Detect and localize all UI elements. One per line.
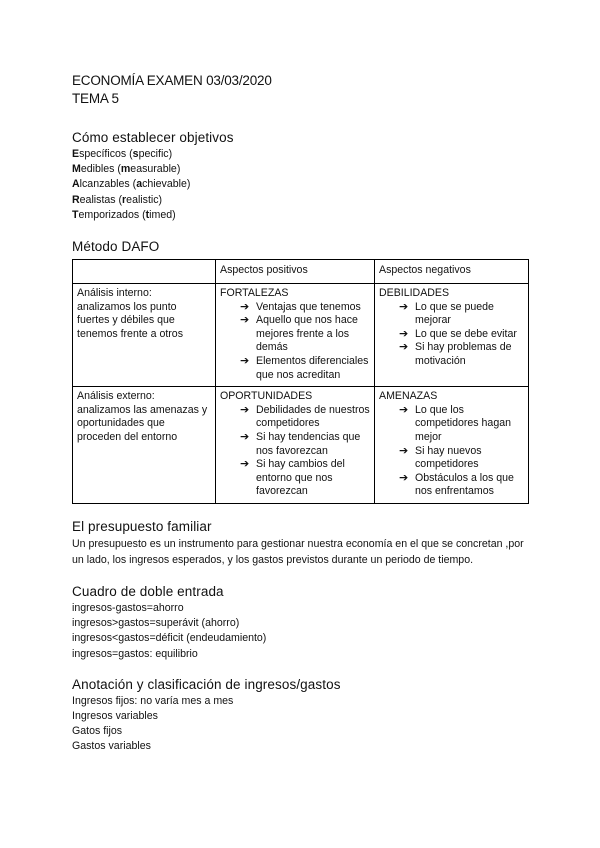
list-item: ➔ Elementos diferenciales que nos acreditan bbox=[240, 354, 369, 381]
row-label-text: analizamos los punto fuertes y débiles que tenemos frente a otros bbox=[77, 300, 183, 340]
list-item: Gatos fijos bbox=[72, 725, 123, 738]
arrow-right-icon: ➔ bbox=[240, 458, 250, 471]
smart-list bbox=[72, 147, 528, 223]
row-label-title: Análisis interno: bbox=[77, 287, 152, 300]
section-heading-anotacion: Anotación y clasificación de ingresos/gastos bbox=[72, 676, 341, 692]
list-item: ➔ Lo que se debe evitar bbox=[399, 327, 517, 340]
list-item: ➔ Lo que se puede mejorar bbox=[399, 300, 494, 327]
section-heading-presupuesto: El presupuesto familiar bbox=[72, 518, 212, 534]
list-item: ingresos>gastos=superávit (ahorro) bbox=[72, 617, 240, 630]
arrow-right-icon: ➔ bbox=[399, 327, 409, 340]
list-item: ➔ Ventajas que tenemos bbox=[240, 300, 361, 313]
list-item: ingresos<gastos=déficit (endeudamiento) bbox=[72, 632, 267, 645]
list-item: ➔ Debilidades de nuestros competidores bbox=[240, 403, 370, 430]
dafo-table bbox=[72, 259, 529, 504]
smart-item: Temporizados (timed) bbox=[72, 208, 176, 221]
arrow-right-icon: ➔ bbox=[240, 403, 250, 416]
section-heading-objetivos: Cómo establecer objetivos bbox=[72, 130, 234, 145]
table-header-cell: Aspectos negativos bbox=[375, 260, 529, 284]
arrow-right-icon: ➔ bbox=[240, 354, 250, 367]
document-subtitle: TEMA 5 bbox=[72, 91, 119, 106]
arrow-right-icon: ➔ bbox=[240, 314, 250, 327]
table-row bbox=[73, 284, 529, 387]
debilidades-cell bbox=[375, 284, 529, 387]
table-row bbox=[73, 387, 529, 504]
smart-item: Medibles (measurable) bbox=[72, 163, 181, 176]
list-item: ingresos-gastos=ahorro bbox=[72, 601, 184, 614]
smart-item: Realistas (realistic) bbox=[72, 193, 163, 206]
cell-title: AMENAZAS bbox=[379, 390, 438, 403]
document-page bbox=[72, 72, 528, 755]
arrow-right-icon: ➔ bbox=[399, 444, 409, 457]
list-item: ➔ Si hay problemas de motivación bbox=[399, 341, 512, 367]
list-item: ➔ Si hay tendencias que nos favorezcan bbox=[240, 430, 361, 457]
list-item: ingresos=gastos: equilibrio bbox=[72, 647, 198, 660]
oportunidades-cell bbox=[216, 387, 375, 504]
section-heading-cuadro: Cuadro de doble entrada bbox=[72, 583, 224, 599]
row-label-title: Análisis externo: bbox=[77, 390, 155, 403]
arrow-right-icon: ➔ bbox=[399, 403, 409, 416]
list-item: Ingresos variables bbox=[72, 709, 158, 722]
section-heading-dafo: Método DAFO bbox=[72, 239, 160, 255]
smart-item: Alcanzables (achievable) bbox=[72, 178, 191, 191]
list-item: ➔ Si hay cambios del entorno que nos favorezcan bbox=[240, 458, 345, 498]
cell-title: FORTALEZAS bbox=[220, 287, 289, 300]
smart-item: Específicos (specific) bbox=[72, 148, 173, 160]
arrow-right-icon: ➔ bbox=[240, 430, 250, 443]
list-item: ➔ Lo que los competidores hagan mejor bbox=[399, 403, 511, 443]
presupuesto-paragraph: Un presupuesto es un instrumento para gestionar nuestra economía en el que se concretan ,por un lado, los ingresos esperados, y los gastos previstos durante un periodo de tiempo. bbox=[72, 537, 524, 567]
table-header-row bbox=[73, 260, 529, 284]
table-header-cell: Aspectos positivos bbox=[216, 260, 375, 284]
row-label-cell bbox=[73, 284, 216, 387]
amenazas-cell bbox=[375, 387, 529, 504]
list-item: ➔ Aquello que nos hace mejores frente a los demás bbox=[240, 314, 358, 354]
row-label-text: analizamos las amenazas y oportunidades que proceden del entorno bbox=[77, 403, 208, 443]
list-item: ➔ Si hay nuevos competidores bbox=[399, 444, 482, 471]
row-label-cell bbox=[73, 387, 216, 504]
arrow-right-icon: ➔ bbox=[399, 300, 409, 313]
cell-title: OPORTUNIDADES bbox=[220, 390, 313, 403]
list-item: Gastos variables bbox=[72, 740, 151, 753]
document-title: ECONOMÍA EXAMEN 03/03/2020 bbox=[72, 73, 272, 88]
fortalezas-cell bbox=[216, 284, 375, 387]
list-item: ➔ Obstáculos a los que nos enfrentamos bbox=[399, 471, 514, 498]
arrow-right-icon: ➔ bbox=[399, 341, 409, 354]
table-header-cell bbox=[73, 260, 216, 284]
arrow-right-icon: ➔ bbox=[240, 300, 250, 313]
list-item: Ingresos fijos: no varía mes a mes bbox=[72, 694, 234, 707]
cell-title: DEBILIDADES bbox=[379, 287, 450, 300]
arrow-right-icon: ➔ bbox=[399, 471, 409, 484]
